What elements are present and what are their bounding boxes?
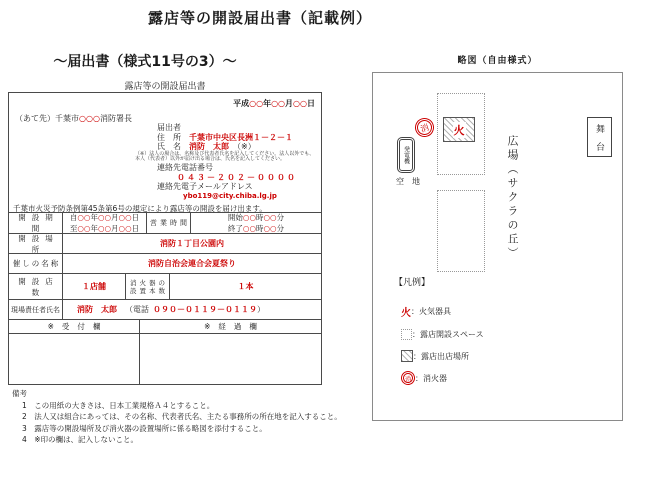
hatched-square-icon [401, 350, 413, 362]
extinguisher-count-label [126, 274, 170, 299]
hours-value [191, 213, 321, 233]
event-label: 催しの名称 [9, 254, 63, 273]
email-label: 連絡先電子メールアドレス [157, 182, 253, 192]
legend-item-fire [401, 304, 451, 318]
legend-item-stall-space [401, 327, 484, 341]
stall-spot-rect [443, 117, 475, 142]
remark-item: 4 ※印の欄は、記入しないこと。 [22, 435, 139, 444]
form-document-title: 露店等の開設届出書 [124, 82, 206, 92]
generator-box [397, 137, 415, 173]
hours-start: 開始○○時○○分 [227, 213, 285, 222]
applicant-note-line1: （※）法人の場合は、名称及び代表者氏名を記入してください。法人以外でも、 [135, 150, 315, 157]
applicant-note-line2: 本人（代表者）以外が届け出る場合は、氏名を記入してください。 [135, 156, 286, 163]
progress-blank-cell [140, 334, 321, 384]
fire-mark: 火 [453, 123, 465, 137]
extinguisher-count-value: １本 [237, 282, 254, 291]
email-value: ybo119@city.chiba.lg.jp [183, 191, 277, 200]
manager-label: 現場責任者氏名 [9, 300, 63, 319]
reception-column-label: ※受付欄 [9, 320, 140, 333]
extinguisher-count-label-line2: 設置本数 [130, 286, 168, 295]
period-from: 自○○年○○月○○日 [69, 213, 140, 222]
stalls-value: １店舗 [63, 274, 126, 299]
form-date: 平成○○年○○月○○日 [233, 99, 315, 108]
declaration-sentence: 千葉市火災予防条例第45条第6号の規定により露店等の開設を届け出ます。 [13, 204, 267, 213]
extinguisher-count-label-line1: 消火器の [130, 278, 168, 287]
extinguisher-stamp-icon [413, 116, 437, 140]
period-label: 開設期間 [9, 213, 63, 233]
table-row-stalls [9, 274, 321, 300]
legend-text: ：消火器 [415, 373, 447, 383]
reception-blank-cell [9, 334, 140, 384]
legend-title: 【凡例】 [394, 278, 431, 288]
form-table [9, 212, 321, 384]
extinguisher-stamp-label: 消 [415, 118, 434, 137]
place-value: 消防１丁目公園内 [160, 239, 224, 248]
legend-text: ：露店開設スペース [412, 329, 484, 339]
period-value [63, 213, 147, 233]
stall-space-rect-bottom [437, 190, 485, 272]
applicant-address: 住 所 千葉市中央区長洲１－２－１ [157, 132, 293, 142]
vacant-lot-label: 空 地 [396, 177, 420, 186]
dotted-square-icon [401, 329, 412, 340]
remark-item: 1 この用紙の大きさは、日本工業規格Ａ４とすること。 [22, 400, 215, 410]
stage-box: 舞 台 [587, 117, 612, 157]
generator-label: 発電機 [399, 139, 413, 171]
legend-text: ：露店出店場所 [413, 351, 469, 361]
extinguisher-stamp-label: 消 [402, 372, 414, 384]
remarks-label: 備考 [12, 389, 27, 398]
table-row-office-blank [9, 334, 321, 384]
remark-item: 3 露店等の開設場所及び消火器の設置場所に係る略図を添付すること。 [22, 423, 267, 433]
form-style-heading: ～届出書（様式11号の3）～ [53, 54, 237, 70]
legend-item-stall-spot [401, 349, 469, 363]
legend-item-extinguisher [401, 371, 447, 385]
event-value: 消防自治会連合会夏祭り [148, 259, 236, 268]
progress-column-label: ※経過欄 [204, 322, 265, 331]
table-row-manager [9, 300, 321, 320]
extinguisher-stamp-icon [399, 369, 416, 386]
page-title: 露店等の開設届出書（記載例） [147, 9, 372, 27]
legend-text: ：火気器具 [411, 306, 451, 316]
addressee-line: （あて先）千葉市○○○消防署長 [15, 114, 132, 123]
fire-icon: 火 [401, 307, 411, 319]
hours-label: 営業時間 [147, 213, 191, 233]
hours-end: 終了○○時○○分 [227, 224, 285, 233]
remark-item: 2 法人又は組合にあっては、その名称、代表者氏名、主たる事務所の所在地を記入すること。 [22, 412, 342, 421]
phone-label: 連絡先電話番号 [157, 162, 213, 172]
applicant-label: 届出者 [157, 123, 181, 132]
manager-value: 消防 太郎 （電話 ０９０－０１１９－０１１９ ） [77, 305, 265, 314]
table-row-office-headers [9, 320, 321, 334]
table-row-place [9, 234, 321, 254]
phone-value: ０４３－２０２－００００ [177, 172, 297, 182]
applicant-name: 氏 名 消防 太郎 （※） [157, 142, 256, 152]
plaza-label: 広場（サクラの丘） [506, 135, 519, 261]
sketch-map [372, 72, 623, 421]
sketch-map-title: 略図（自由様式） [457, 56, 538, 66]
notification-form [8, 92, 322, 385]
period-to: 至○○年○○月○○日 [69, 224, 140, 233]
applicant-block [135, 123, 325, 201]
table-row-event [9, 254, 321, 274]
stalls-label: 開設店数 [9, 274, 63, 299]
remarks-block [12, 388, 342, 446]
place-label: 開設場所 [9, 234, 63, 253]
table-row-period [9, 213, 321, 234]
